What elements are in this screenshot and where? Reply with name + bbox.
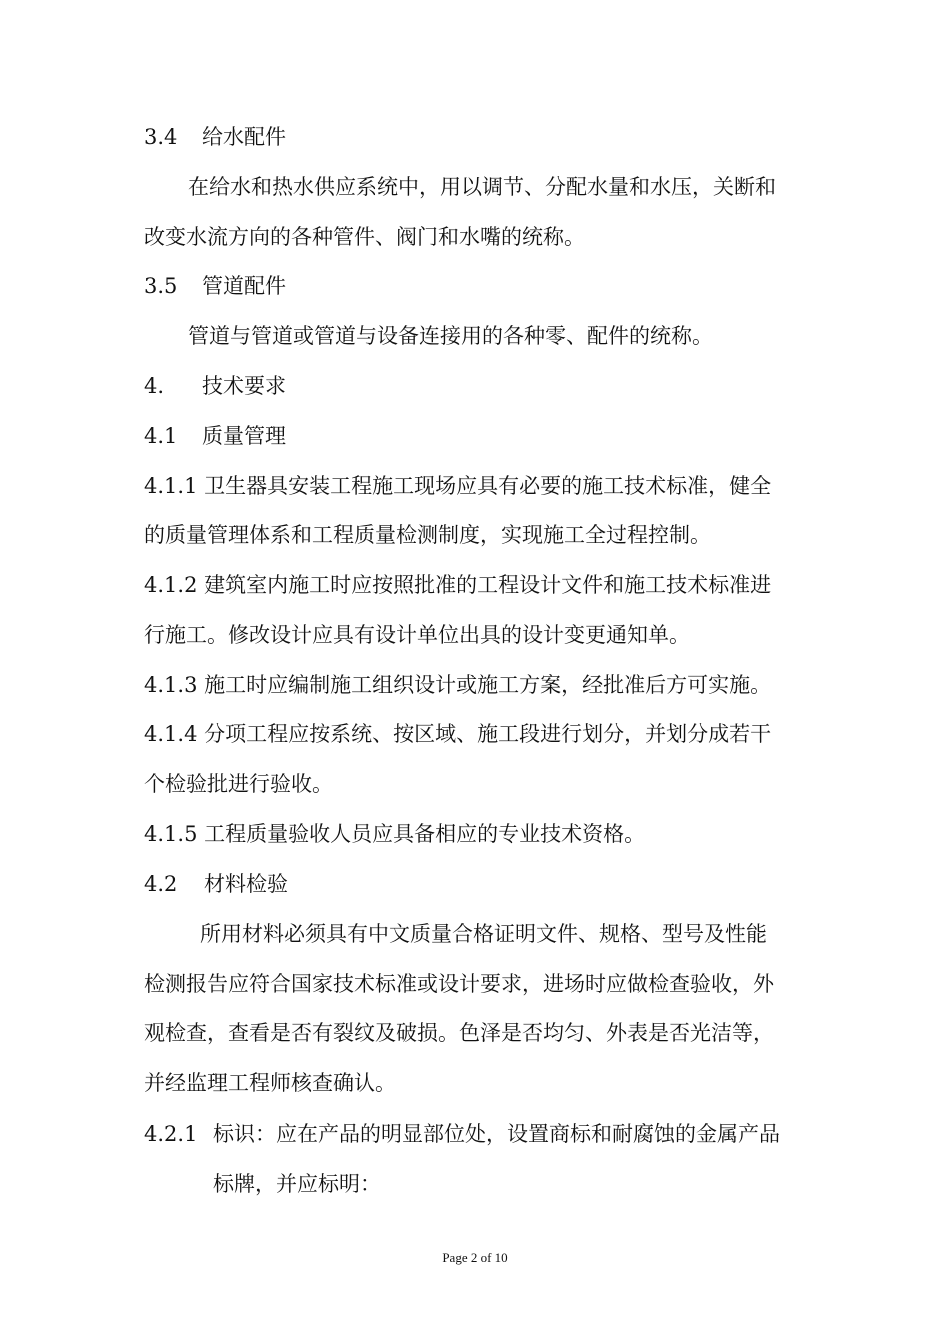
- paragraph-line: 检测报告应符合国家技术标准或设计要求，进场时应做检查验收，外: [144, 972, 774, 996]
- clause-4-1-1-line: 4.1.1 卫生器具安装工程施工现场应具有必要的施工技术标准，健全: [144, 474, 772, 498]
- section-number: 3.4: [144, 125, 178, 149]
- paragraph-line: 观检查，查看是否有裂纹及破损。色泽是否均匀、外表是否光洁等，: [144, 1021, 774, 1045]
- paragraph-line: 在给水和热水供应系统中，用以调节、分配水量和水压，关断和: [188, 175, 776, 199]
- section-heading-4-1: [144, 423, 286, 449]
- section-number: 4.2: [144, 872, 178, 896]
- section-number: 4.1: [144, 424, 178, 448]
- clause-4-1-5-line: 4.1.5 工程质量验收人员应具备相应的专业技术资格。: [144, 822, 646, 846]
- paragraph-line: 并经监理工程师核查确认。: [144, 1071, 396, 1095]
- clause-4-1-2-line: 行施工。修改设计应具有设计单位出具的设计变更通知单。: [144, 623, 690, 647]
- section-heading-3-5: [144, 273, 286, 299]
- paragraph-line: 管道与管道或管道与设备连接用的各种零、配件的统称。: [188, 324, 713, 348]
- section-title: 技术要求: [202, 374, 286, 398]
- clause-4-1-3-line: 4.1.3 施工时应编制施工组织设计或施工方案，经批准后方可实施。: [144, 673, 772, 697]
- clause-4-1-4-line: 个检验批进行验收。: [144, 772, 333, 796]
- section-title: 管道配件: [202, 274, 286, 298]
- section-title: 给水配件: [202, 125, 286, 149]
- paragraph-line: 所用材料必须具有中文质量合格证明文件、规格、型号及性能: [200, 922, 767, 946]
- clause-4-1-4-line: 4.1.4 分项工程应按系统、按区域、施工段进行划分，并划分成若干: [144, 722, 772, 746]
- section-heading-3-4: [144, 124, 286, 150]
- section-title: 质量管理: [202, 424, 286, 448]
- section-heading-4-2: [144, 871, 288, 897]
- section-number: 3.5: [144, 274, 178, 298]
- section-title: 材料检验: [204, 872, 288, 896]
- clause-4-2-1-line: [144, 1121, 780, 1147]
- section-heading-4: [144, 373, 286, 399]
- section-number: 4.: [144, 374, 165, 398]
- clause-4-1-2-line: 4.1.2 建筑室内施工时应按照批准的工程设计文件和施工技术标准进: [144, 573, 772, 597]
- clause-number: 4.2.1: [144, 1122, 198, 1146]
- clause-4-1-1-line: 的质量管理体系和工程质量检测制度，实现施工全过程控制。: [144, 523, 711, 547]
- clause-text: 标识：应在产品的明显部位处，设置商标和耐腐蚀的金属产品: [213, 1122, 780, 1146]
- clause-4-2-1-line: 标牌，并应标明：: [213, 1172, 381, 1196]
- paragraph-line: 改变水流方向的各种管件、阀门和水嘴的统称。: [144, 225, 585, 249]
- page-footer: Page 2 of 10: [442, 1250, 508, 1265]
